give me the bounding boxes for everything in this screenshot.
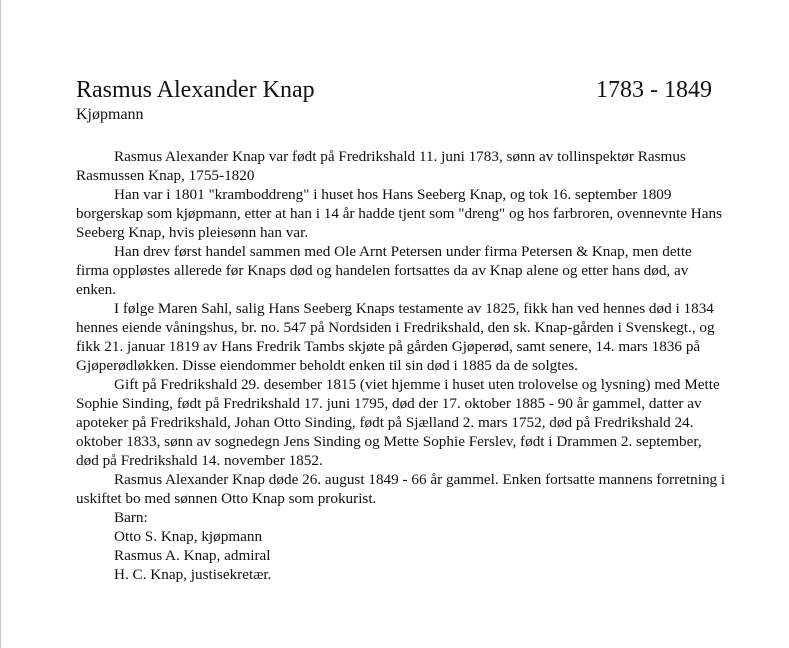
paragraph-birth: Rasmus Alexander Knap var født på Fredrikshald 11. juni 1783, sønn av tollinspektør Rasmus Rasmussen Knap, 1755-1820 [76,148,686,184]
paragraph-trade: Han drev først handel sammen med Ole Arnt Petersen under firma Petersen & Knap, men dette firma oppløstes allerede før Knaps død og handelen fortsattes da av Knap alene og etter hans død, av enken. [76,243,692,298]
person-name: Rasmus Alexander Knap [76,77,315,103]
paragraph-property: I følge Maren Sahl, salig Hans Seeberg Knaps testamente av 1825, fikk han ved hennes død i 1834 hennes eiende våningshus, br. no. 547 på Nordsiden i Fredrikshald, den sk. Knap-gården i Svenskegt., og fikk 21. januar 1819 av Hans Fredrik Tambs skjøte på gården Gjøperød, samt senere, 14. mars 1836 på Gjøperødløkken. Disse eiendommer beholdt enken til sin død i 1885 da de solgtes. [76,300,715,374]
paragraph-death: Rasmus Alexander Knap døde 26. august 1849 - 66 år gammel. Enken fortsatte mannens forretning i uskiftet bo med sønnen Otto Knap som prokurist. [76,471,726,507]
occupation: Kjøpmann [76,106,144,123]
title-row [76,76,716,104]
child-item: H. C. Knap, justisekretær. [114,566,272,583]
document-header [76,76,716,125]
biography-text [76,147,726,584]
paragraph-apprenticeship: Han var i 1801 "kramboddreng" i huset hos Hans Seeberg Knap, og tok 16. september 1809 borgerskap som kjøpmann, etter at han i 14 år hadde tjent som "dreng" og hos farbroren, ovennevnte Hans Seeberg Knap, hvis pleiesønn han var. [76,186,723,241]
paragraph-marriage: Gift på Fredrikshald 29. desember 1815 (viet hjemme i huset uten trolovelse og lysning) med Mette Sophie Sinding, født på Fredrikshald 17. juni 1795, død der 17. oktober 1885 - 90 år gammel, datter av apoteker på Fredrikshald, Johan Otto Sinding, født på Sjælland 2. mars 1752, død på Fredrikshald 24. oktober 1833, sønn av sognedegn Jens Sinding og Mette Sophie Ferslev, født i Drammen 2. september, død på Fredrikshald 14. november 1852. [76,376,720,469]
life-years: 1783 - 1849 [596,77,712,103]
child-item: Rasmus A. Knap, admiral [114,547,271,564]
page-left-border [0,0,1,648]
child-item: Otto S. Knap, kjøpmann [114,528,263,545]
children-heading: Barn: [114,509,148,526]
